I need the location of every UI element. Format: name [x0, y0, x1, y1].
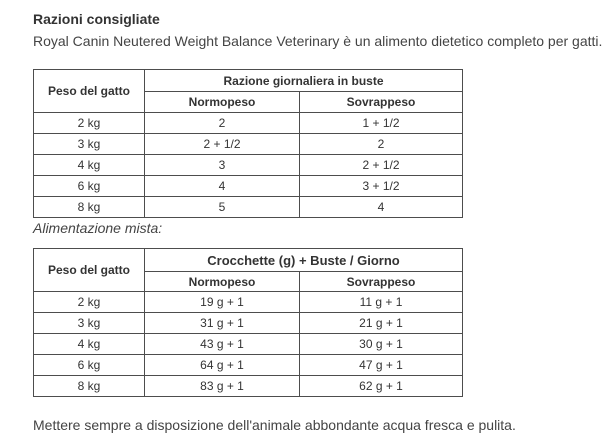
normal-cell: 83 g + 1: [145, 376, 300, 397]
weight-cell: 2 kg: [34, 113, 145, 134]
ration-table: [33, 69, 463, 218]
weight-column-header: Peso del gatto: [34, 249, 145, 292]
overweight-cell: 2: [300, 134, 463, 155]
table-row: [34, 355, 463, 376]
table-row: [34, 292, 463, 313]
weight-cell: 6 kg: [34, 176, 145, 197]
overweight-cell: 62 g + 1: [300, 376, 463, 397]
normal-weight-column-header: Normopeso: [145, 272, 300, 292]
table-row: [34, 176, 463, 197]
weight-cell: 8 kg: [34, 197, 145, 218]
weight-cell: 4 kg: [34, 155, 145, 176]
normal-cell: 64 g + 1: [145, 355, 300, 376]
table-row: [34, 134, 463, 155]
weight-cell: 3 kg: [34, 134, 145, 155]
normal-cell: 31 g + 1: [145, 313, 300, 334]
overweight-cell: 1 + 1/2: [300, 113, 463, 134]
group-column-header: Razione giornaliera in buste: [145, 70, 463, 92]
intro-text: Royal Canin Neutered Weight Balance Veterinary è un alimento dietetico completo per gatti.: [33, 33, 603, 49]
mixed-feeding-table: [33, 248, 463, 397]
overweight-cell: 30 g + 1: [300, 334, 463, 355]
weight-cell: 8 kg: [34, 376, 145, 397]
table-row: [34, 376, 463, 397]
normal-cell: 2 + 1/2: [145, 134, 300, 155]
overweight-cell: 4: [300, 197, 463, 218]
table-row: [34, 155, 463, 176]
table-row: [34, 197, 463, 218]
normal-cell: 2: [145, 113, 300, 134]
table-row: [34, 313, 463, 334]
normal-cell: 4: [145, 176, 300, 197]
table-row: [34, 334, 463, 355]
page-heading: Razioni consigliate: [33, 11, 160, 27]
table-row: [34, 113, 463, 134]
weight-column-header: Peso del gatto: [34, 70, 145, 113]
overweight-cell: 21 g + 1: [300, 313, 463, 334]
weight-cell: 3 kg: [34, 313, 145, 334]
normal-weight-column-header: Normopeso: [145, 92, 300, 113]
normal-cell: 19 g + 1: [145, 292, 300, 313]
overweight-cell: 2 + 1/2: [300, 155, 463, 176]
closing-note: Mettere sempre a disposizione dell'animale abbondante acqua fresca e pulita.: [33, 417, 516, 433]
normal-cell: 3: [145, 155, 300, 176]
normal-cell: 43 g + 1: [145, 334, 300, 355]
weight-cell: 6 kg: [34, 355, 145, 376]
weight-cell: 4 kg: [34, 334, 145, 355]
group-column-header: Crocchette (g) + Buste / Giorno: [145, 249, 463, 272]
overweight-cell: 47 g + 1: [300, 355, 463, 376]
overweight-cell: 11 g + 1: [300, 292, 463, 313]
overweight-column-header: Sovrappeso: [300, 92, 463, 113]
overweight-column-header: Sovrappeso: [300, 272, 463, 292]
weight-cell: 2 kg: [34, 292, 145, 313]
mixed-feeding-label: Alimentazione mista:: [33, 220, 163, 236]
overweight-cell: 3 + 1/2: [300, 176, 463, 197]
normal-cell: 5: [145, 197, 300, 218]
